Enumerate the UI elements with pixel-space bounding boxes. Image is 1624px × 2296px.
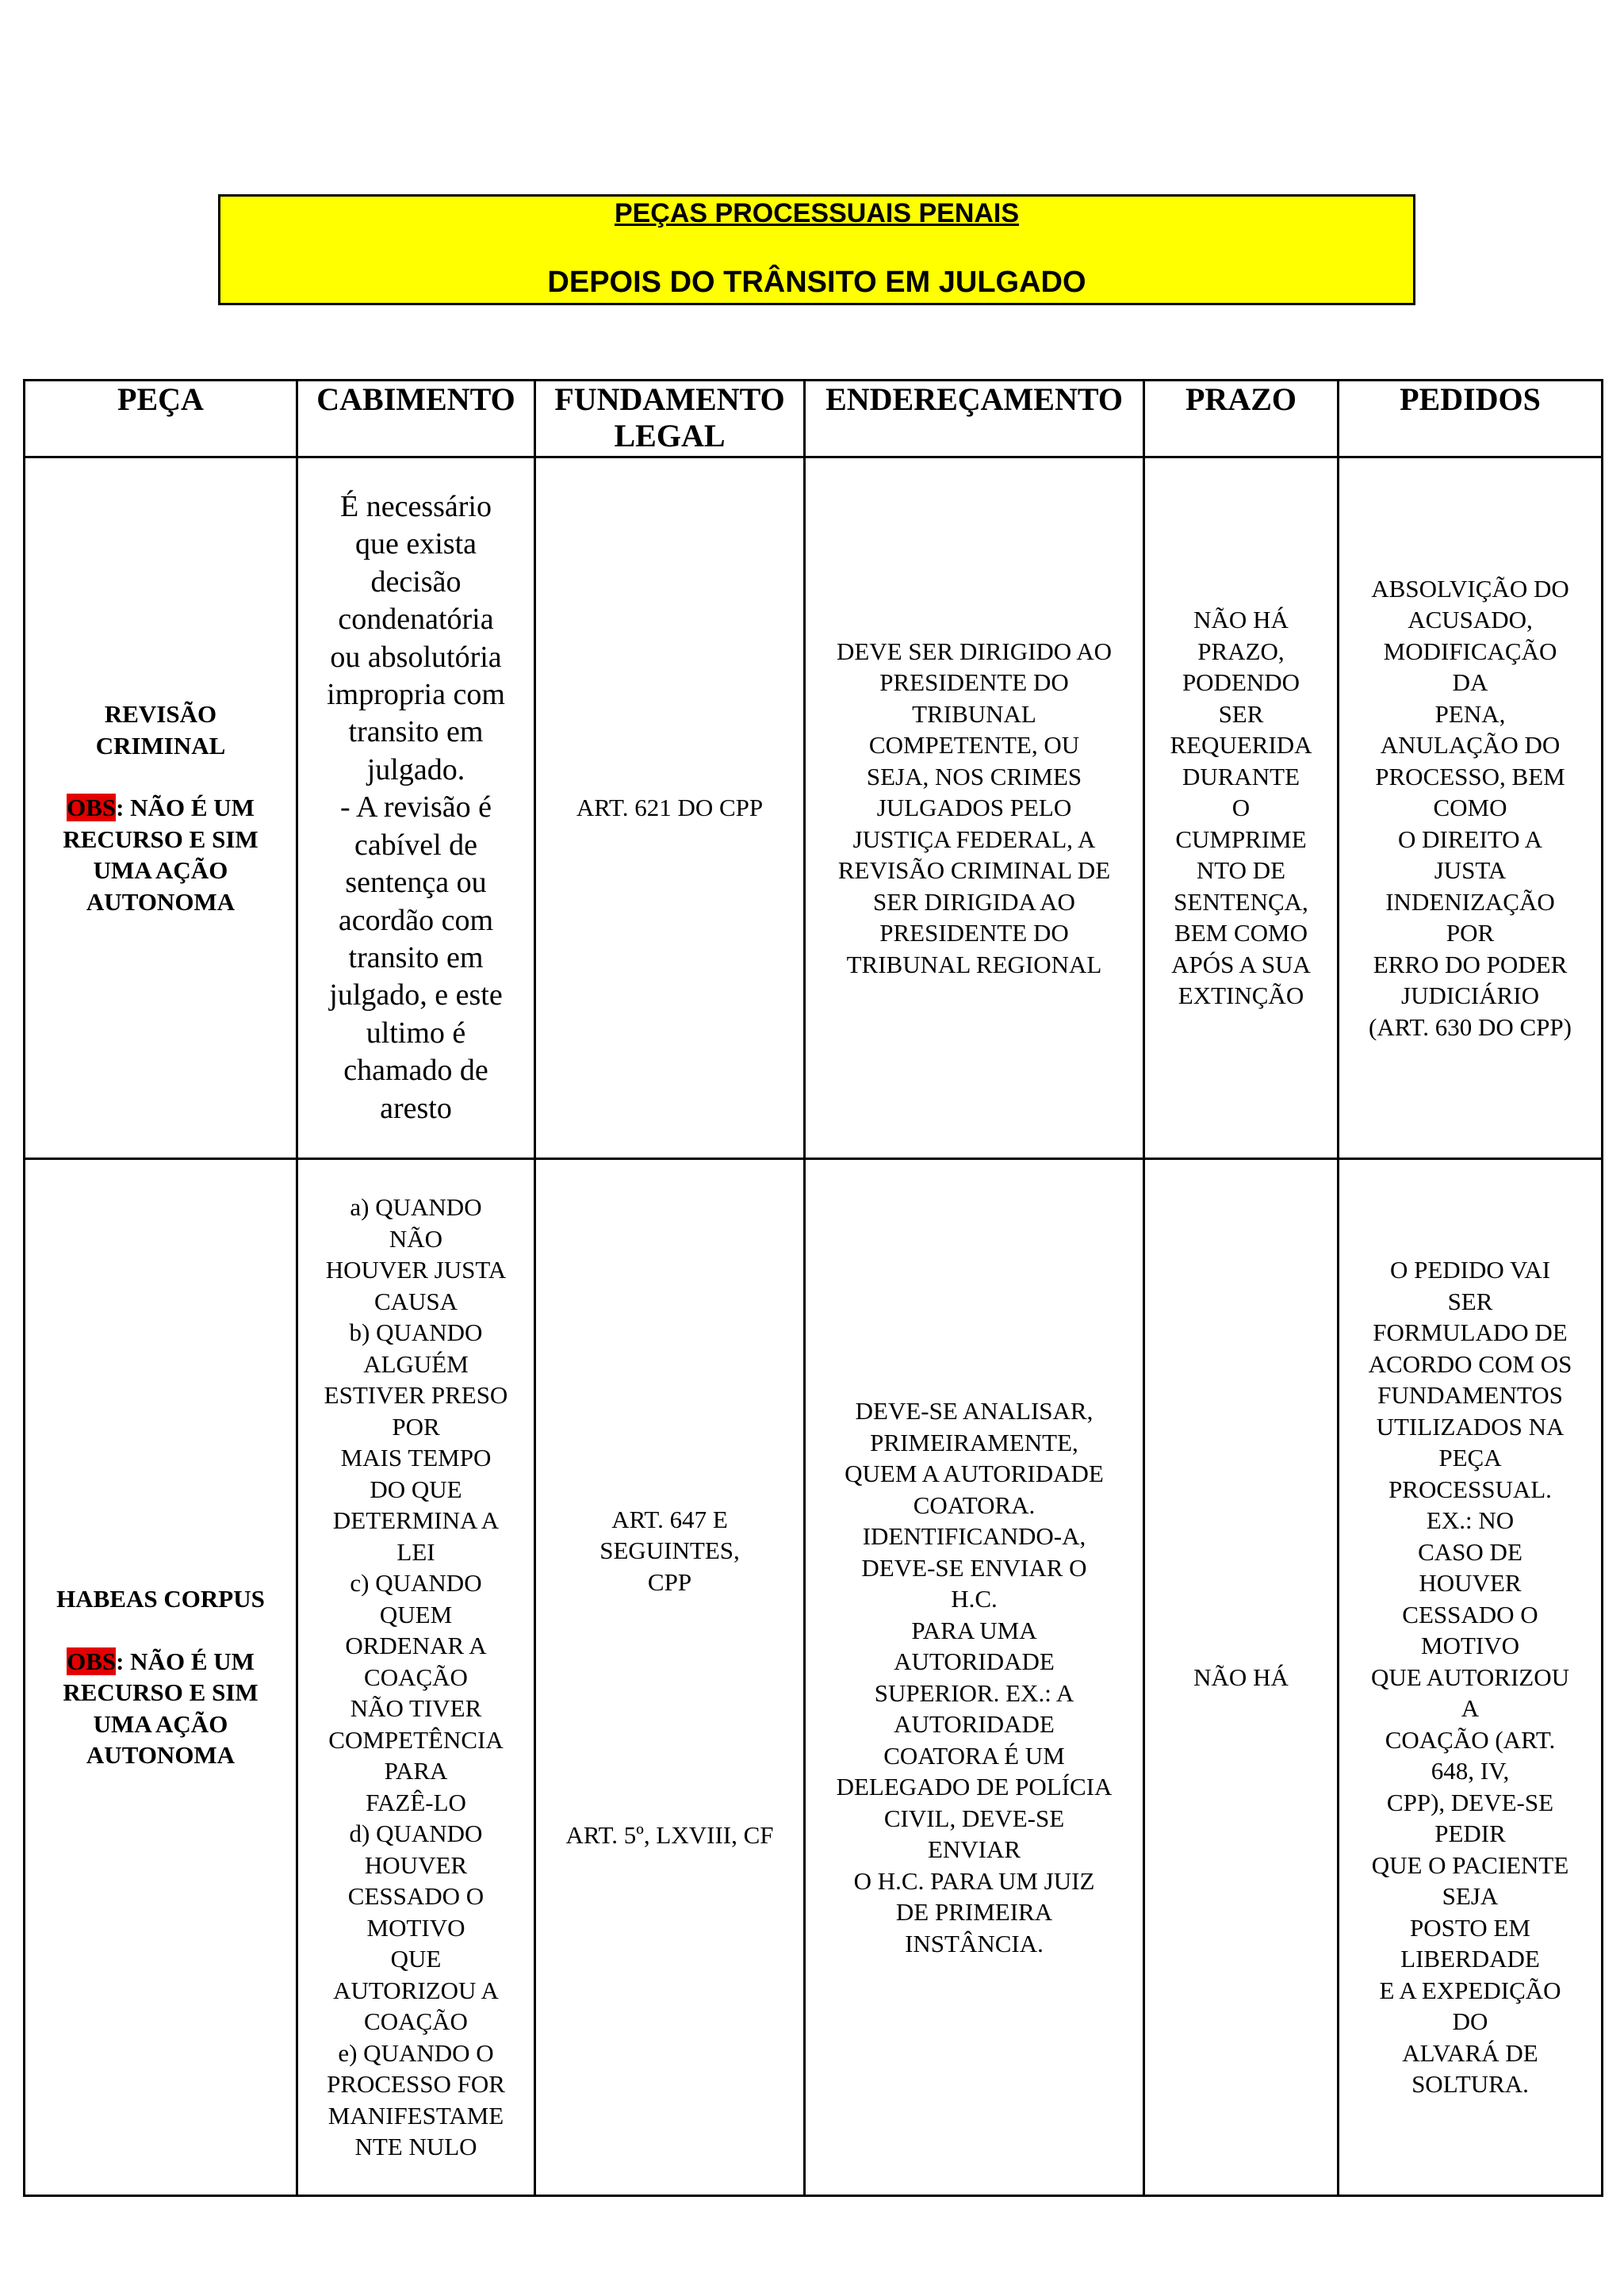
peca-cell	[25, 457, 297, 1159]
obs-label: OBS	[67, 794, 117, 821]
obs-note	[35, 1646, 286, 1771]
obs-text: : NÃO É UM RECURSO E SIM UMA AÇÃO AUTONOMA	[63, 1647, 259, 1770]
cabimento-cell: É necessário que exista decisão condenatória ou absolutória impropria com transito em julgado. - A revisão é cabível de sentença ou acordão com transito em julgado, e este ultimo é chamado de aresto	[297, 457, 535, 1159]
header-prazo: PRAZO	[1144, 381, 1339, 457]
fundamento-secondary: ART. 5º, LXVIII, CF	[565, 1820, 774, 1849]
document-title: PEÇAS PROCESSUAIS PENAIS	[614, 198, 1020, 228]
prazo-cell: NÃO HÁ	[1144, 1159, 1339, 2196]
pedidos-cell: O PEDIDO VAI SER FORMULADO DE ACORDO COM OS FUNDAMENTOS UTILIZADOS NA PEÇA PROCESSUAL. EX.: NO CASO DE HOUVER CESSADO O MOTIVO QUE AUTORIZOU A COAÇÃO (ART. 648, IV, CPP), DEVE-SE PEDIR QUE O PACIENTE SEJA POSTO EM LIBERDADE E A EXPEDIÇÃO DO ALVARÁ DE SOLTURA.	[1339, 1159, 1603, 2196]
obs-note	[35, 792, 286, 917]
enderecamento-cell: DEVE SER DIRIGIDO AO PRESIDENTE DO TRIBUNAL COMPETENTE, OU SEJA, NOS CRIMES JULGADOS PELO JUSTIÇA FEDERAL, A REVISÃO CRIMINAL DE SER DIRIGIDA AO PRESIDENTE DO TRIBUNAL REGIONAL	[805, 457, 1144, 1159]
fundamento-cell	[535, 1159, 805, 2196]
table-row	[25, 1159, 1603, 2196]
fundamento-cell: ART. 621 DO CPP	[535, 457, 805, 1159]
cabimento-cell: a) QUANDO NÃO HOUVER JUSTA CAUSA b) QUANDO ALGUÉM ESTIVER PRESO POR MAIS TEMPO DO QUE DETERMINA A LEI c) QUANDO QUEM ORDENAR A COAÇÃO NÃO TIVER COMPETÊNCIA PARA FAZÊ-LO d) QUANDO HOUVER CESSADO O MOTIVO QUE AUTORIZOU A COAÇÃO e) QUANDO O PROCESSO FOR MANIFESTAME NTE NULO	[297, 1159, 535, 2196]
header-cabimento: CABIMENTO	[297, 381, 535, 457]
document-subtitle: DEPOIS DO TRÂNSITO EM JULGADO	[547, 266, 1086, 299]
obs-text: : NÃO É UM RECURSO E SIM UMA AÇÃO AUTONOMA	[63, 794, 259, 916]
header-enderecamento: ENDEREÇAMENTO	[805, 381, 1144, 457]
header-fundamento-legal: FUNDAMENTO LEGAL	[535, 381, 805, 457]
fundamento-primary: ART. 647 E SEGUINTES, CPP	[599, 1505, 740, 1596]
enderecamento-cell: DEVE-SE ANALISAR, PRIMEIRAMENTE, QUEM A AUTORIDADE COATORA. IDENTIFICANDO-A, DEVE-SE ENVIAR O H.C. PARA UMA AUTORIDADE SUPERIOR. EX.: A AUTORIDADE COATORA É UM DELEGADO DE POLÍCIA CIVIL, DEVE-SE ENVIAR O H.C. PARA UM JUIZ DE PRIMEIRA INSTÂNCIA.	[805, 1159, 1144, 2196]
obs-label: OBS	[67, 1647, 117, 1675]
table-header-row	[25, 381, 1603, 457]
procedural-pieces-table	[23, 379, 1603, 2197]
peca-name: HABEAS CORPUS	[56, 1585, 265, 1613]
peca-cell	[25, 1159, 297, 2196]
pedidos-cell: ABSOLVIÇÃO DO ACUSADO, MODIFICAÇÃO DA PENA, ANULAÇÃO DO PROCESSO, BEM COMO O DIREITO A JUSTA INDENIZAÇÃO POR ERRO DO PODER JUDICIÁRIO (ART. 630 DO CPP)	[1339, 457, 1603, 1159]
header-peca: PEÇA	[25, 381, 297, 457]
document-title-box	[218, 194, 1415, 305]
prazo-cell: NÃO HÁ PRAZO, PODENDO SER REQUERIDA DURANTE O CUMPRIME NTO DE SENTENÇA, BEM COMO APÓS A SUA EXTINÇÃO	[1144, 457, 1339, 1159]
table-row	[25, 457, 1603, 1159]
peca-name: REVISÃO CRIMINAL	[95, 700, 226, 760]
header-pedidos: PEDIDOS	[1339, 381, 1603, 457]
